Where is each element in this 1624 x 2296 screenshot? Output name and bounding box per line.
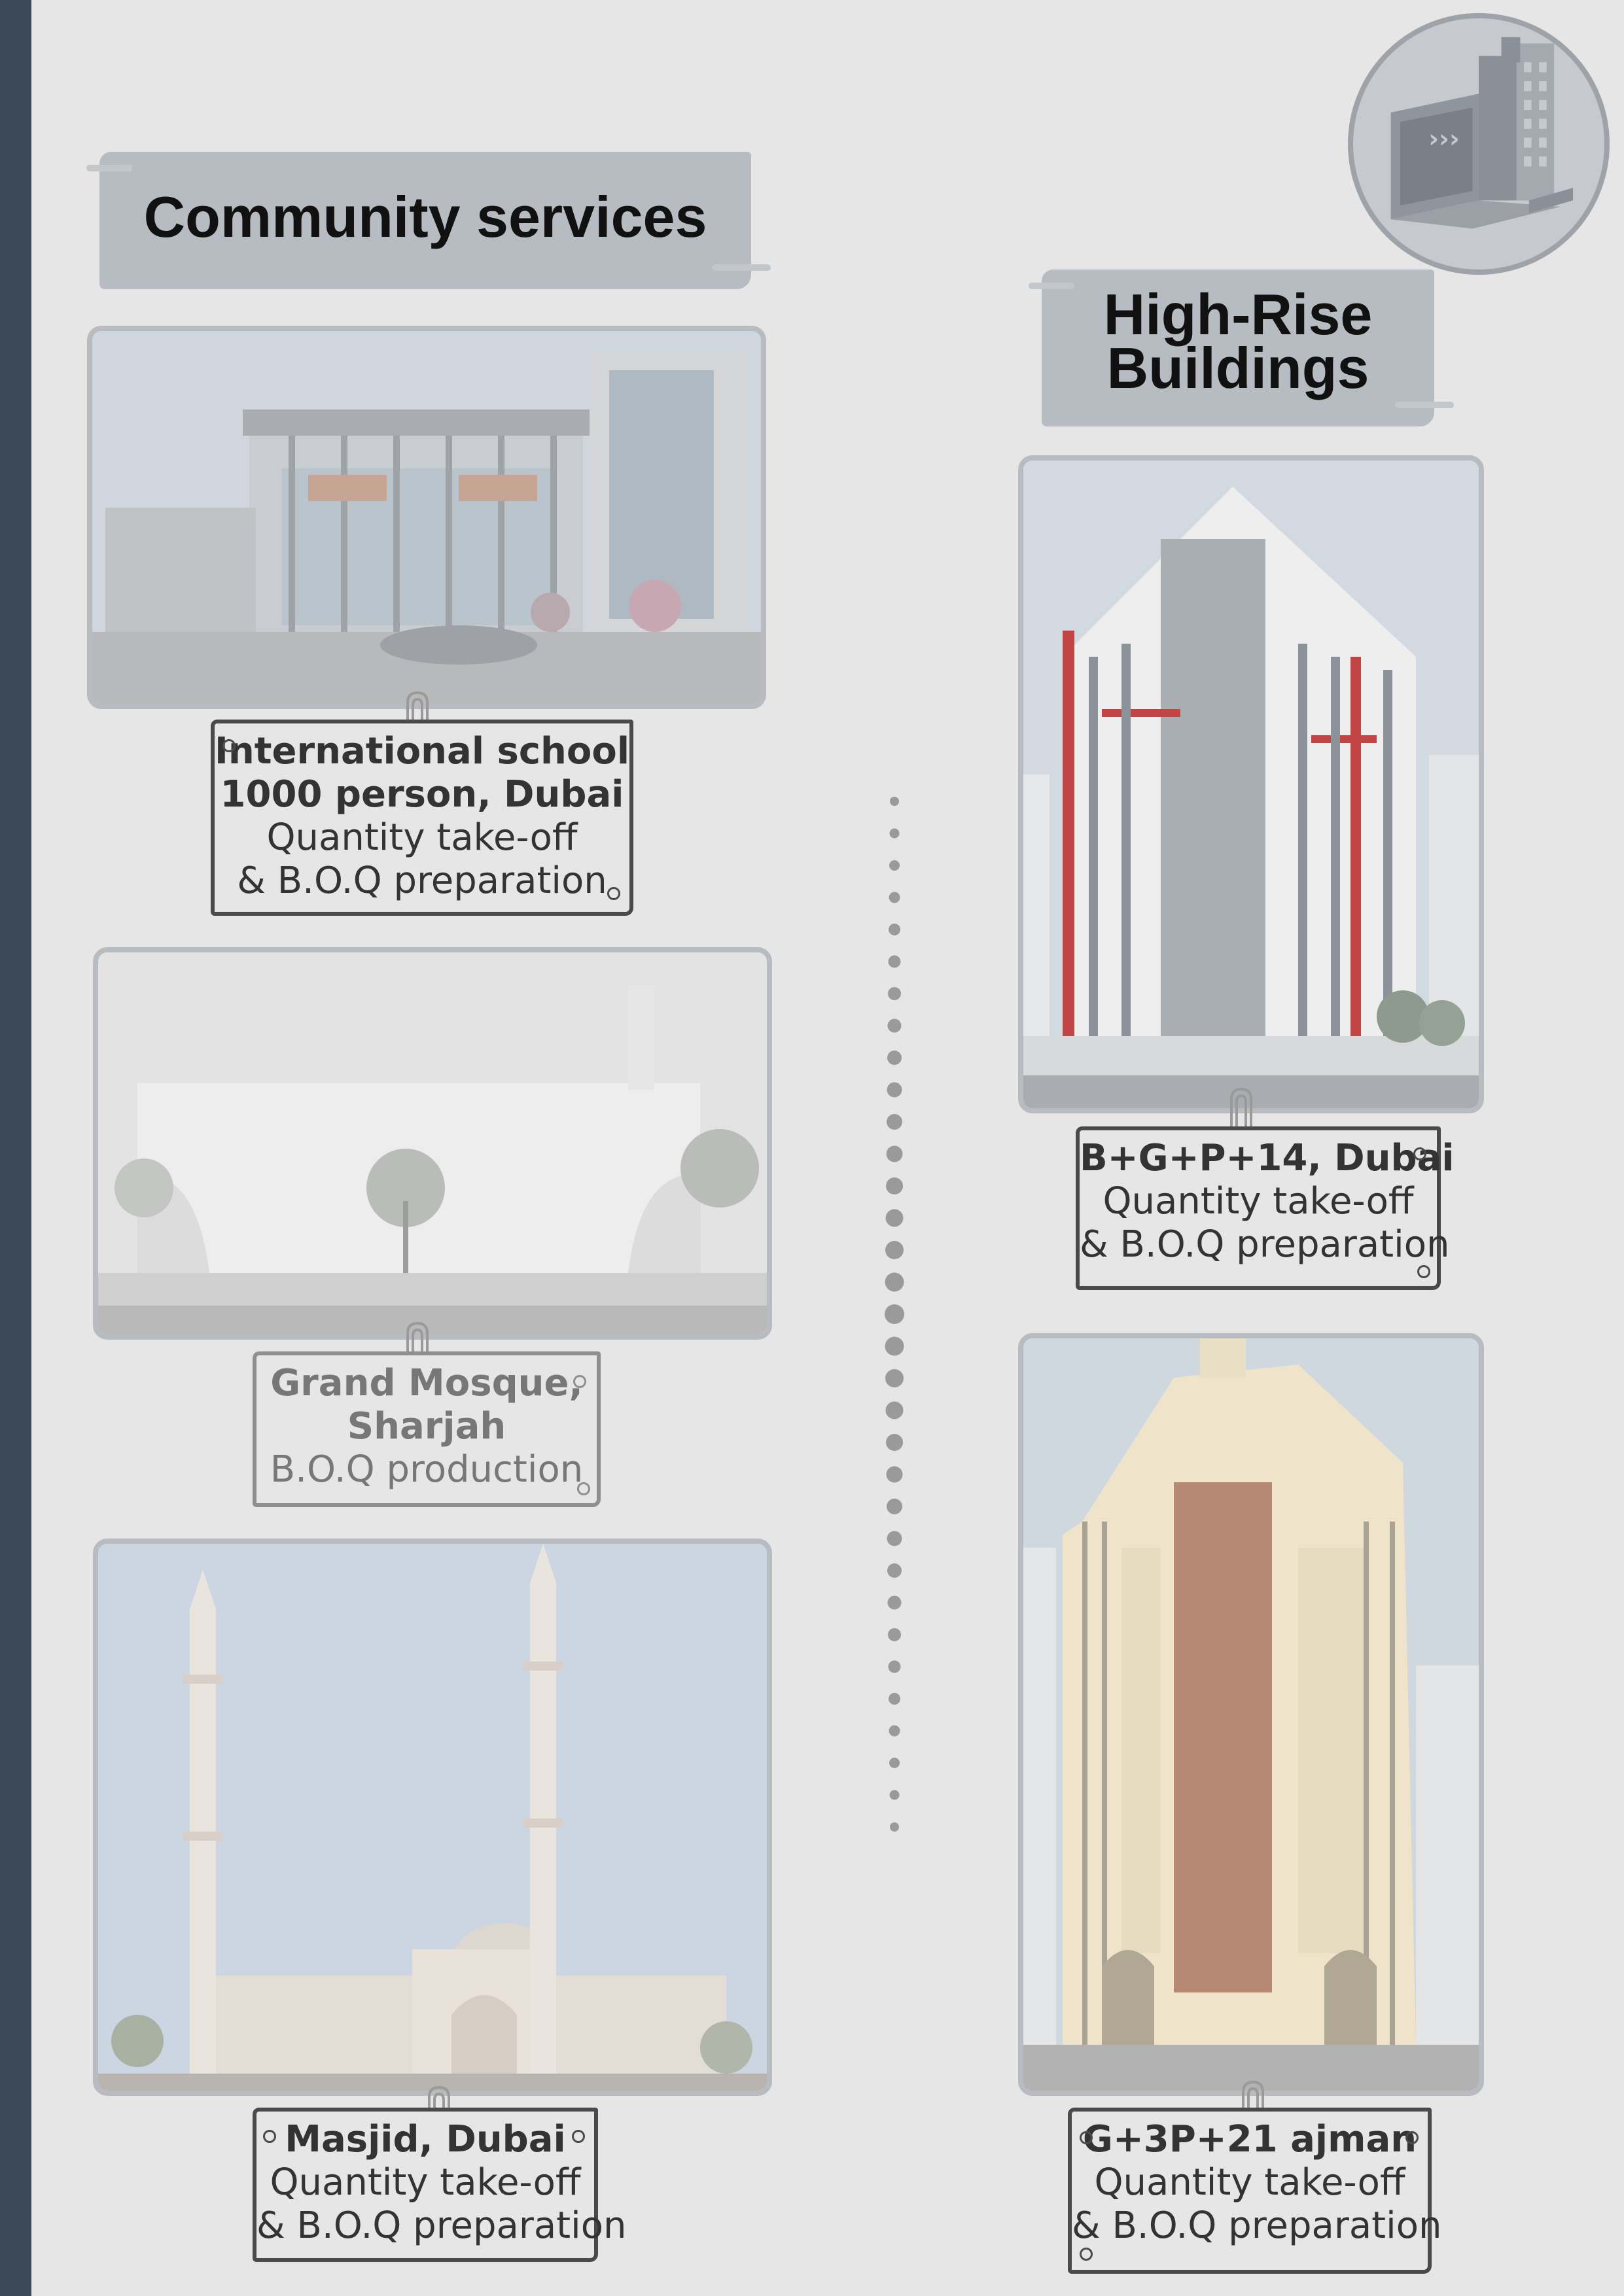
international-school-photo <box>87 326 766 709</box>
masjid-dubai-label <box>253 2108 627 2262</box>
divider-dot <box>885 1304 904 1324</box>
divider-dot <box>889 1693 900 1705</box>
grand-mosque-title-line2: Sharjah <box>347 1405 506 1448</box>
bgp14-service-line1: Quantity take-off <box>1103 1180 1414 1223</box>
masjid-title: Masjid, Dubai <box>285 2118 566 2161</box>
bgp14-label <box>1076 1126 1455 1290</box>
divider-dot <box>888 1596 902 1610</box>
svg-text:›››: ››› <box>1428 124 1460 154</box>
divider-dot <box>887 1499 902 1514</box>
divider-dot <box>887 1114 902 1130</box>
divider-dot <box>887 1531 902 1546</box>
international-school-label <box>211 720 633 916</box>
divider-dot <box>890 829 900 839</box>
school-title-line1: International school <box>215 730 630 773</box>
divider-dot <box>888 1019 902 1033</box>
divider-dot <box>887 1051 902 1065</box>
community-services-heading: Community services <box>143 184 707 249</box>
divider-dot <box>889 892 900 903</box>
g3p21-service-line2: & B.O.Q preparation <box>1072 2204 1442 2247</box>
divider-dot <box>889 1758 900 1768</box>
divider-dot <box>889 1726 900 1737</box>
divider-dot <box>890 1790 900 1800</box>
divider-dot <box>886 1209 904 1227</box>
school-title-line2: 1000 person, Dubai <box>220 773 624 816</box>
divider-dot <box>885 1273 904 1292</box>
divider-dot <box>886 1177 903 1194</box>
divider-dot <box>885 1369 904 1387</box>
grand-mosque-photo <box>93 947 772 1340</box>
divider-dot <box>888 987 901 1000</box>
divider-dot <box>889 1661 901 1673</box>
divider-dot <box>890 797 899 806</box>
school-service-line2: & B.O.Q preparation <box>237 860 607 902</box>
grand-mosque-label <box>253 1351 601 1507</box>
highrise-buildings-heading <box>1042 282 1434 400</box>
g3p21-tower-photo <box>1018 1333 1484 2096</box>
divider-dot <box>889 956 901 968</box>
g3p21-title: G+3P+21 ajman <box>1082 2118 1417 2161</box>
dotted-divider <box>885 791 904 1851</box>
divider-dot <box>887 1467 903 1483</box>
divider-dot <box>886 1402 904 1419</box>
bgp14-title: B+G+P+14, Dubai <box>1080 1137 1455 1179</box>
divider-dot <box>889 924 900 935</box>
divider-dot <box>887 1146 903 1162</box>
masjid-service-line2: & B.O.Q preparation <box>256 2204 627 2247</box>
bgp14-service-line2: & B.O.Q preparation <box>1080 1223 1450 1266</box>
g3p21-service-line1: Quantity take-off <box>1094 2161 1405 2204</box>
highrise-heading-line1: High-Rise <box>1103 282 1373 347</box>
masjid-service-line1: Quantity take-off <box>270 2161 581 2204</box>
building-laptop-icon <box>1348 13 1610 275</box>
divider-dot <box>887 1083 902 1098</box>
left-side-band <box>0 0 31 2296</box>
divider-dot <box>885 1241 904 1259</box>
g3p21-label <box>1068 2108 1442 2274</box>
divider-dot <box>888 1628 901 1641</box>
highrise-heading-line2: Buildings <box>1106 336 1369 400</box>
masjid-dubai-photo <box>93 1539 772 2096</box>
divider-dot <box>889 860 900 871</box>
grand-mosque-title-line1: Grand Mosque, <box>270 1362 583 1404</box>
school-service-line1: Quantity take-off <box>266 816 578 859</box>
divider-dot <box>890 1822 899 1832</box>
divider-dot <box>886 1434 903 1451</box>
grand-mosque-service: B.O.Q production <box>270 1448 584 1491</box>
divider-dot <box>887 1563 902 1578</box>
bgp14-tower-photo <box>1018 455 1484 1113</box>
divider-dot <box>885 1337 904 1356</box>
